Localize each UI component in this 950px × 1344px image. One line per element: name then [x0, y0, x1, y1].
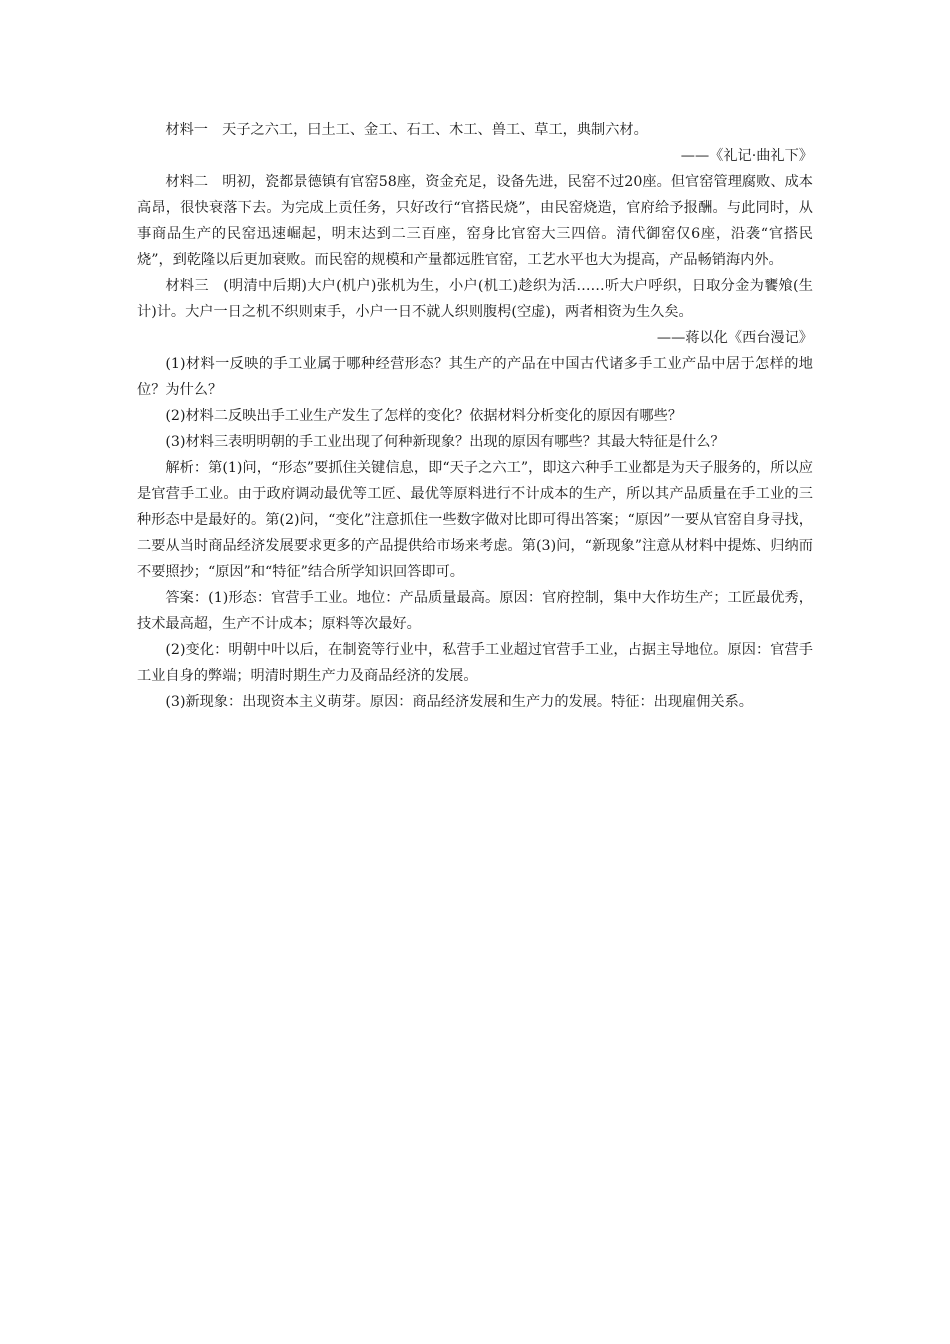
analysis-paragraph: 解析：第(1)问，“形态”要抓住关键信息，即“天子之六工”，即这六种手工业都是为天子服务的，所以应是官营手工业。由于政府调动最优等工匠、最优等原料进行不计成本的生产，所以其产品质量在手工业的三种形态中是最好的。第(2)问，“变化”注意抓住一些数字做对比即可得出答案；“原因”一要从官窑自身寻找，二要从当时商品经济发展要求更多的产品提供给市场来考虑。第(3)问，“新现象”注意从材料中提炼、归纳而不要照抄；“原因”和“特征”结合所学知识回答即可。 — [137, 460, 813, 580]
answer-one: 答案：(1)形态：官营手工业。地位：产品质量最高。原因：官府控制，集中大作坊生产；工匠最优秀，技术最高超，生产不计成本；原料等次最好。 — [137, 590, 813, 632]
question-three: (3)材料三表明明朝的手工业出现了何种新现象？出现的原因有哪些？其最大特征是什么？ — [165, 434, 725, 450]
material-one: 材料一 天子之六工，曰土工、金工、石工、木工、兽工、草工，典制六材。 — [165, 122, 648, 138]
question-one: (1)材料一反映的手工业属于哪种经营形态？其生产的产品在中国古代诸多手工业产品中居于怎样的地位？为什么？ — [137, 356, 813, 398]
material-two: 材料二 明初，瓷都景德镇有官窑58座，资金充足，设备先进，民窑不过20座。但官窑管理腐败、成本高昂，很快衰落下去。为完成上贡任务，只好改行“官搭民烧”，由民窑烧造，官府给予报酬。与此同时，从事商品生产的民窑迅速崛起，明末达到二三百座，窑身比官窑大三四倍。清代御窑仅6座，沿袭“官搭民烧”，到乾隆以后更加衰败。而民窑的规模和产量都远胜官窑，工艺水平也大为提高，产品畅销海内外。 — [137, 174, 813, 268]
material-one-source: ——《礼记·曲礼下》 — [680, 148, 813, 164]
document-page — [137, 117, 813, 715]
question-two: (2)材料二反映出手工业生产发生了怎样的变化？依据材料分析变化的原因有哪些？ — [165, 408, 683, 424]
answer-three: (3)新现象：出现资本主义萌芽。原因：商品经济发展和生产力的发展。特征：出现雇佣关系。 — [165, 694, 753, 710]
material-three-source: ——蒋以化《西台漫记》 — [656, 330, 813, 346]
material-three: 材料三 (明清中后期)大户(机户)张机为生，小户(机工)趁织为活……听大户呼织，日取分金为饔飧(生计)计。大户一日之机不织则束手，小户一日不就人织则腹枵(空虚)，两者相资为生久矣。 — [137, 278, 813, 320]
answer-two: (2)变化：明朝中叶以后，在制瓷等行业中，私营手工业超过官营手工业，占据主导地位。原因：官营手工业自身的弊端；明清时期生产力及商品经济的发展。 — [137, 642, 813, 684]
